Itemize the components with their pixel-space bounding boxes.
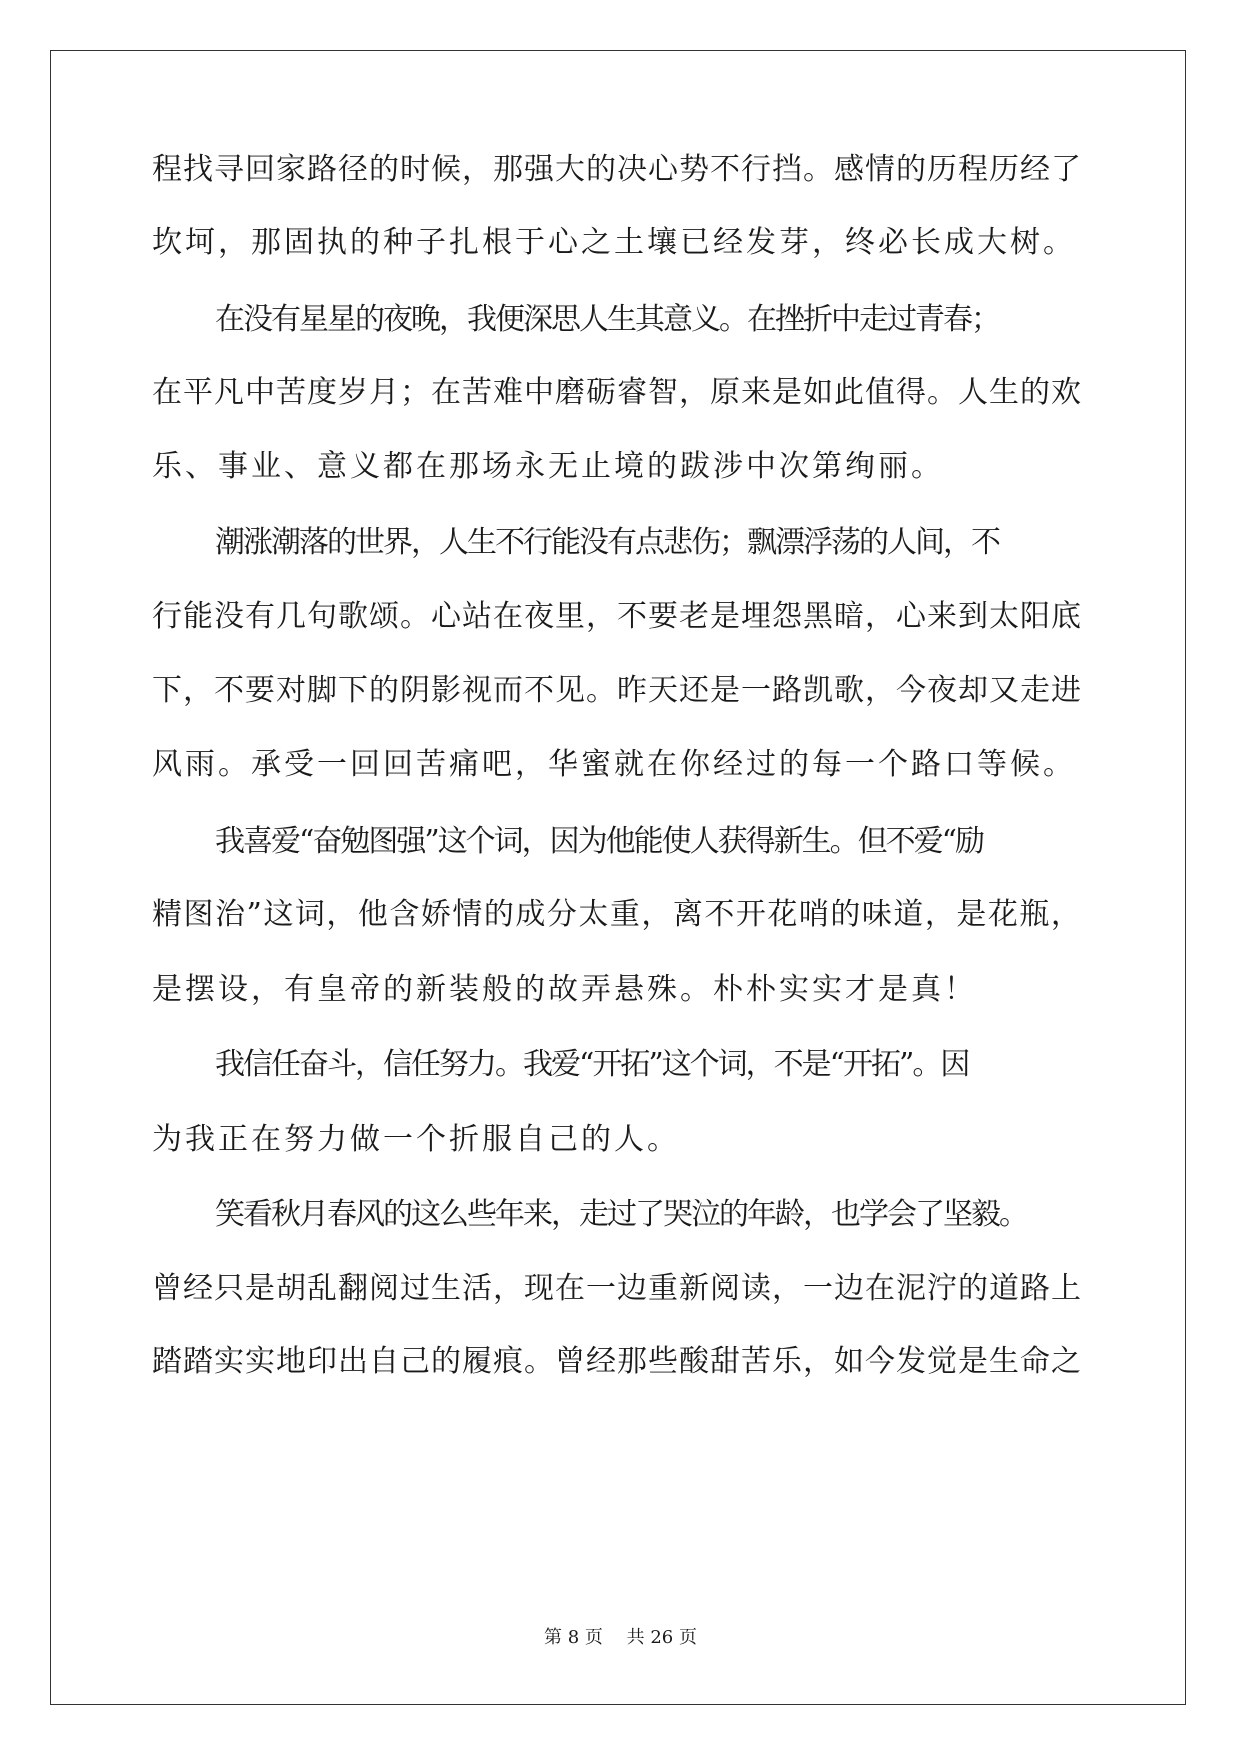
paragraph-first-line: 笑看秋月春风的这么些年来，走过了哭泣的年龄，也学会了坚毅。 xyxy=(215,1197,1027,1232)
paragraph-first-line: 我信任奋斗，信任努力。我爱“开拓”这个词，不是“开拓”。因 xyxy=(215,1047,969,1082)
body-text-line: 乐、事业、意义都在那场永无止境的跋涉中次第绚丽。 xyxy=(152,449,944,484)
page-number-footer: 第 8 页 共 26 页 xyxy=(544,1627,697,1648)
body-text-line: 坎坷，那固执的种子扎根于心之土壤已经发芽，终必长成大树。 xyxy=(152,225,1076,260)
body-text-line: 踏踏实实地印出自己的履痕。曾经那些酸甜苦乐，如今发觉是生命之 xyxy=(152,1344,1082,1379)
body-text-line: 行能没有几句歌颂。心站在夜里，不要老是埋怨黑暗，心来到太阳底 xyxy=(152,599,1082,634)
body-text-line: 程找寻回家路径的时候，那强大的决心势不行挡。感情的历程历经了 xyxy=(152,152,1082,187)
body-text-line: 风雨。承受一回回苦痛吧，华蜜就在你经过的每一个路口等候。 xyxy=(152,747,1076,782)
body-text-line: 是摆设，有皇帝的新装般的故弄悬殊。朴朴实实才是真！ xyxy=(152,972,977,1007)
paragraph-first-line: 潮涨潮落的世界，人生不行能没有点悲伤；飘漂浮荡的人间，不 xyxy=(215,525,999,560)
body-text-line: 在平凡中苦度岁月；在苦难中磨砺睿智，原来是如此值得。人生的欢 xyxy=(152,375,1082,410)
body-text-line: 下，不要对脚下的阴影视而不见。昨天还是一路凯歌，今夜却又走进 xyxy=(152,673,1082,708)
body-text-line: 曾经只是胡乱翻阅过生活，现在一边重新阅读，一边在泥泞的道路上 xyxy=(152,1271,1082,1306)
paragraph-first-line: 在没有星星的夜晚，我便深思人生其意义。在挫折中走过青春； xyxy=(215,302,999,337)
paragraph-first-line: 我喜爱“奋勉图强”这个词，因为他能使人获得新生。但不爱“励 xyxy=(215,824,984,859)
page-border xyxy=(50,50,1186,1705)
body-text-line: 为我正在努力做一个折服自己的人。 xyxy=(152,1122,680,1157)
body-text-line: 精图治”这词，他含娇情的成分太重，离不开花哨的味道，是花瓶， xyxy=(152,897,1083,932)
